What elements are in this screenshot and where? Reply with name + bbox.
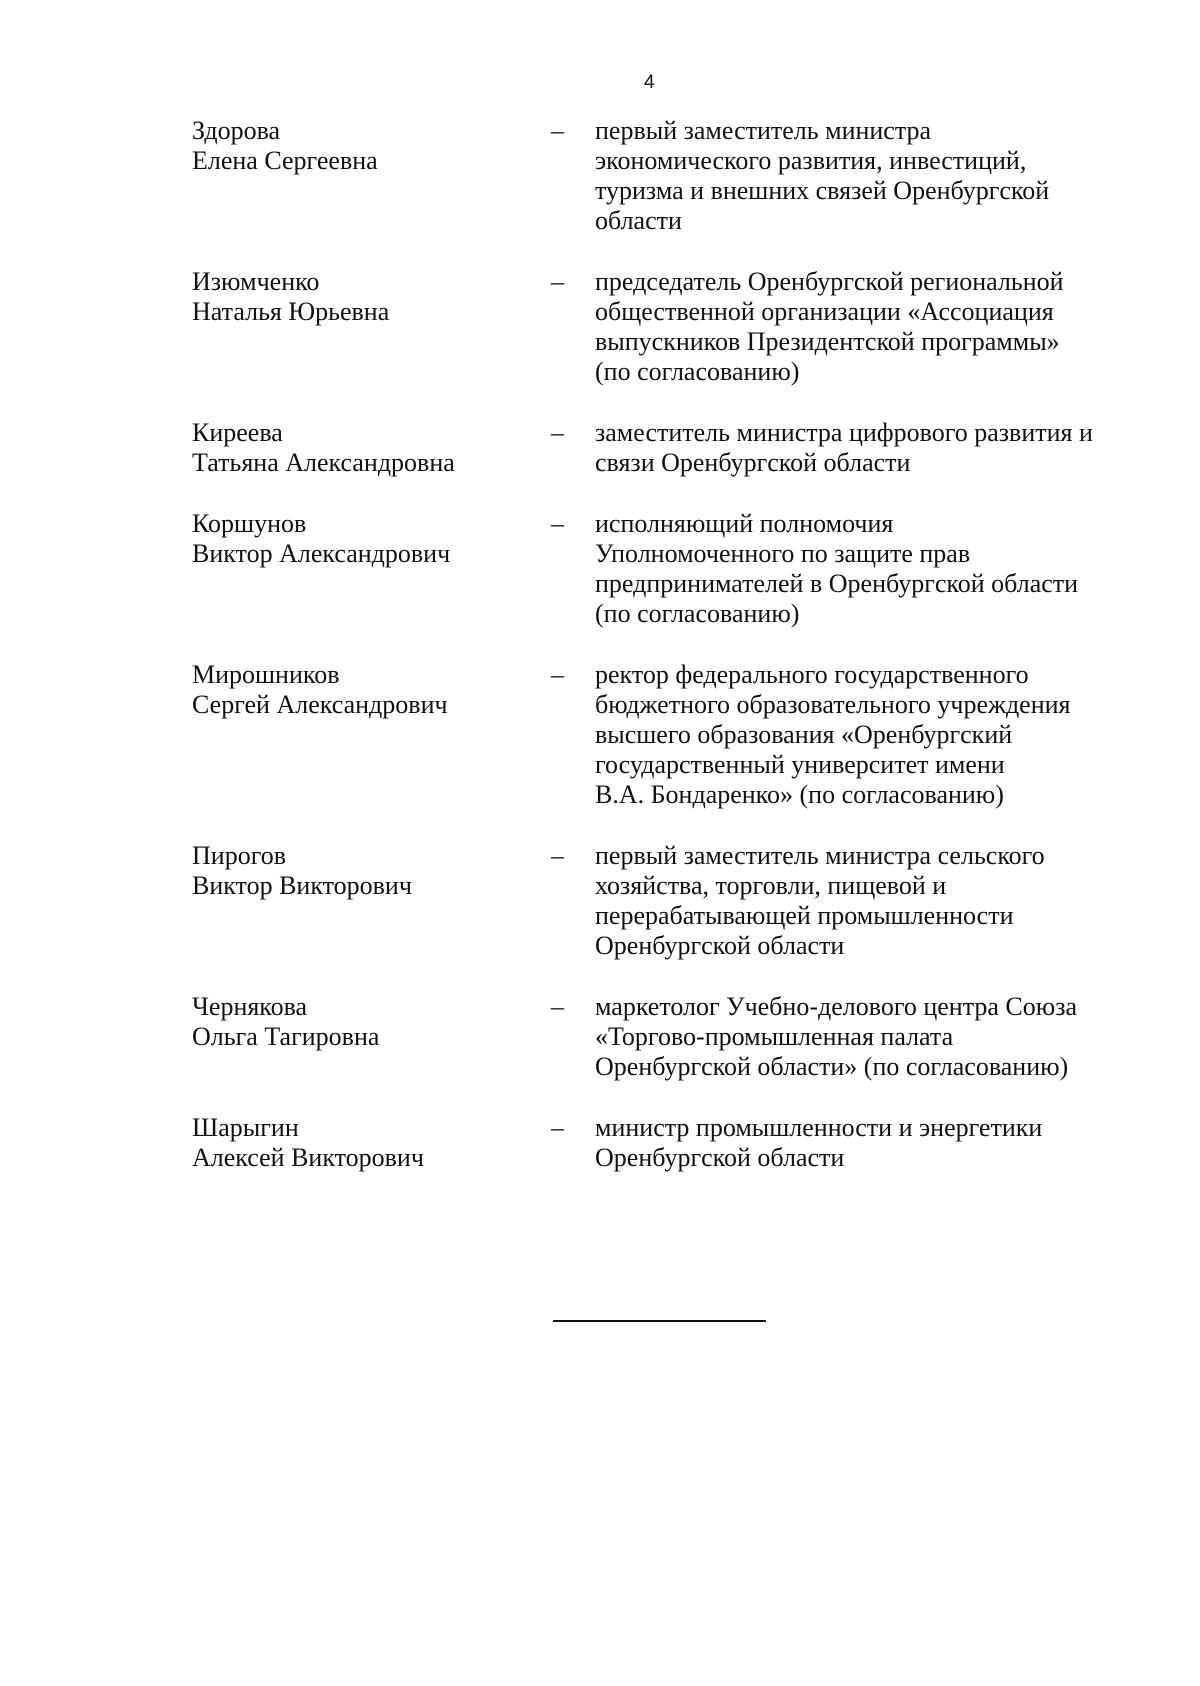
position-line: первый заместитель министра сельского xyxy=(595,841,1045,870)
dash-separator: – xyxy=(551,418,564,447)
position-line: выпускников Президентской программы» xyxy=(595,327,1060,356)
member-entry xyxy=(192,1113,1152,1173)
position-line: Оренбургской области» (по согласованию) xyxy=(595,1052,1069,1081)
page-number: 4 xyxy=(644,72,655,93)
member-surname: Здорова xyxy=(192,116,281,145)
dash-separator: – xyxy=(551,992,564,1021)
member-name xyxy=(192,660,532,720)
member-entry xyxy=(192,418,1152,478)
member-entry xyxy=(192,992,1152,1082)
member-given-names: Татьяна Александровна xyxy=(192,448,455,477)
position-line: исполняющий полномочия xyxy=(595,509,894,538)
member-given-names: Виктор Александрович xyxy=(192,539,451,568)
end-rule-divider xyxy=(553,1320,766,1322)
member-surname: Пирогов xyxy=(192,841,286,870)
position-line: предпринимателей в Оренбургской области xyxy=(595,569,1079,598)
member-position xyxy=(595,418,1150,478)
position-line: заместитель министра цифрового развития и xyxy=(595,418,1093,447)
member-position xyxy=(595,509,1150,629)
position-line: туризма и внешних связей Оренбургской xyxy=(595,176,1050,205)
position-line: «Торгово-промышленная палата xyxy=(595,1022,954,1051)
position-line: связи Оренбургской области xyxy=(595,448,911,477)
member-entry xyxy=(192,116,1152,236)
position-line: В.А. Бондаренко» (по согласованию) xyxy=(595,780,1004,809)
member-position xyxy=(595,660,1150,810)
member-list xyxy=(192,116,1152,1204)
member-position xyxy=(595,841,1150,961)
member-name xyxy=(192,418,532,478)
member-name xyxy=(192,509,532,569)
position-line: Оренбургской области xyxy=(595,1143,845,1172)
member-name xyxy=(192,992,532,1052)
position-line: первый заместитель министра xyxy=(595,116,932,145)
member-name xyxy=(192,267,532,327)
member-entry xyxy=(192,660,1152,810)
member-surname: Шарыгин xyxy=(192,1113,299,1142)
position-line: министр промышленности и энергетики xyxy=(595,1113,1043,1142)
member-given-names: Ольга Тагировна xyxy=(192,1022,380,1051)
member-surname: Изюмченко xyxy=(192,267,320,296)
member-position xyxy=(595,992,1150,1082)
member-surname: Чернякова xyxy=(192,992,308,1021)
position-line: государственный университет имени xyxy=(595,750,1005,779)
member-surname: Мирошников xyxy=(192,660,340,689)
member-position xyxy=(595,116,1150,236)
member-entry xyxy=(192,841,1152,961)
dash-separator: – xyxy=(551,267,564,296)
position-line: экономического развития, инвестиций, xyxy=(595,146,1027,175)
position-line: Уполномоченного по защите прав xyxy=(595,539,971,568)
member-entry xyxy=(192,509,1152,629)
position-line: высшего образования «Оренбургский xyxy=(595,720,1013,749)
dash-separator: – xyxy=(551,116,564,145)
position-line: Оренбургской области xyxy=(595,931,845,960)
dash-separator: – xyxy=(551,660,564,689)
position-line: (по согласованию) xyxy=(595,599,800,628)
dash-separator: – xyxy=(551,841,564,870)
member-given-names: Алексей Викторович xyxy=(192,1143,424,1172)
position-line: ректор федерального государственного xyxy=(595,660,1029,689)
position-line: (по согласованию) xyxy=(595,357,800,386)
member-given-names: Виктор Викторович xyxy=(192,871,412,900)
member-surname: Киреева xyxy=(192,418,283,447)
position-line: области xyxy=(595,206,682,235)
position-line: маркетолог Учебно-делового центра Союза xyxy=(595,992,1078,1021)
member-given-names: Елена Сергеевна xyxy=(192,146,378,175)
member-name xyxy=(192,841,532,901)
member-position xyxy=(595,1113,1150,1173)
member-name xyxy=(192,1113,532,1173)
member-surname: Коршунов xyxy=(192,509,307,538)
member-given-names: Наталья Юрьевна xyxy=(192,297,390,326)
position-line: председатель Оренбургской региональной xyxy=(595,267,1064,296)
dash-separator: – xyxy=(551,1113,564,1142)
member-given-names: Сергей Александрович xyxy=(192,690,448,719)
member-name xyxy=(192,116,532,176)
position-line: общественной организации «Ассоциация xyxy=(595,297,1054,326)
position-line: хозяйства, торговли, пищевой и xyxy=(595,871,947,900)
member-position xyxy=(595,267,1150,387)
position-line: перерабатывающей промышленности xyxy=(595,901,1014,930)
member-entry xyxy=(192,267,1152,387)
position-line: бюджетного образовательного учреждения xyxy=(595,690,1071,719)
dash-separator: – xyxy=(551,509,564,538)
